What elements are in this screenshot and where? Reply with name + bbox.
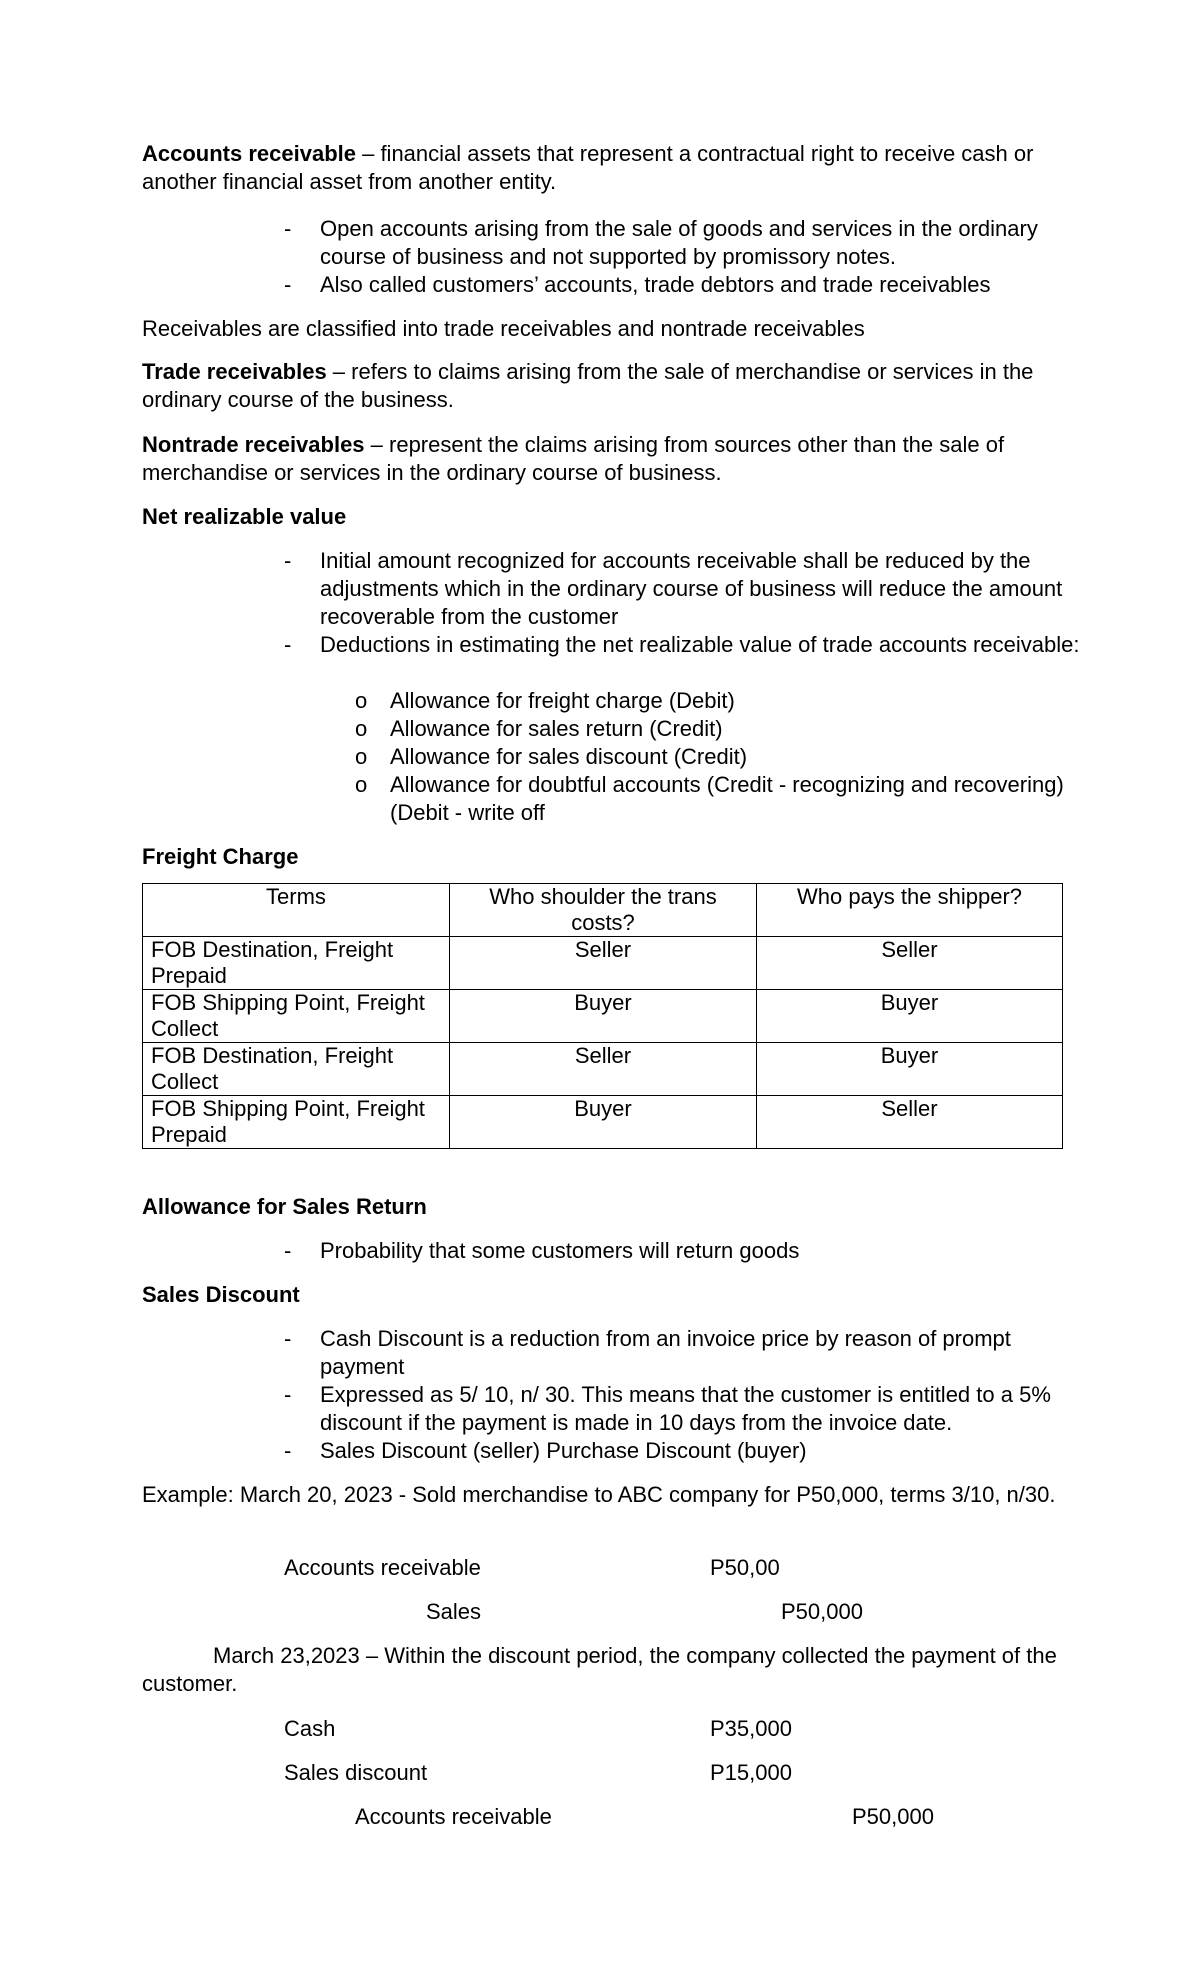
- table-cell: FOB Destination, Freight Prepaid: [143, 937, 450, 990]
- journal-credit-account: Accounts receivable: [355, 1804, 552, 1829]
- journal-debit-account: Cash: [284, 1716, 336, 1741]
- ar-term: Accounts receivable: [142, 141, 356, 166]
- table-cell: Buyer: [450, 990, 757, 1043]
- bullet-dash: -: [284, 632, 292, 657]
- table-row: [143, 990, 1063, 1043]
- table-cell: Buyer: [757, 1043, 1063, 1096]
- circle-bullet-icon: o: [355, 772, 368, 797]
- ar-definition: [142, 140, 1072, 196]
- bullet-dash: -: [284, 1382, 292, 1407]
- journal-debit-account: Accounts receivable: [284, 1555, 481, 1580]
- nrv-sub-bullet-2: Allowance for sales return (Credit): [390, 716, 723, 741]
- table-row: [143, 937, 1063, 990]
- bullet-dash: -: [284, 216, 292, 241]
- nrv-sub-bullet-3: Allowance for sales discount (Credit): [390, 744, 748, 769]
- bullet-dash: -: [284, 1238, 292, 1263]
- classified-text: Receivables are classified into trade receivables and nontrade receivables: [142, 316, 865, 341]
- nontrade-term: Nontrade receivables: [142, 432, 365, 457]
- table-cell: Seller: [450, 937, 757, 990]
- bullet-dash: -: [284, 1326, 292, 1351]
- collection-text: March 23,2023 – Within the discount period, the company collected the payment of the customer.: [142, 1643, 1057, 1696]
- bullet-dash: -: [284, 1438, 292, 1463]
- sales-discount-bullet-3: Sales Discount (seller) Purchase Discount (buyer): [320, 1438, 807, 1463]
- table-cell: Buyer: [757, 990, 1063, 1043]
- table-cell: Seller: [757, 1096, 1063, 1149]
- trade-term: Trade receivables: [142, 359, 327, 384]
- nontrade-def: – represent the claims arising from sources other than the sale of merchandise or services in the ordinary course of business.: [142, 432, 1005, 485]
- nontrade-definition: [142, 431, 1072, 487]
- trade-definition: [142, 358, 1072, 414]
- bullet-dash: -: [284, 548, 292, 573]
- example-text: Example: March 20, 2023 - Sold merchandise to ABC company for P50,000, terms 3/10, n/30.: [142, 1482, 1056, 1507]
- sales-discount-bullet-2: Expressed as 5/ 10, n/ 30. This means that the customer is entitled to a 5% discount if the payment is made in 10 days from the invoice date.: [320, 1382, 1051, 1435]
- table-header-row: [143, 884, 1063, 937]
- journal-credit-account: Sales: [426, 1599, 482, 1624]
- freight-heading: Freight Charge: [142, 844, 299, 869]
- sales-return-heading: Allowance for Sales Return: [142, 1194, 427, 1219]
- ar-bullet-1: Open accounts arising from the sale of goods and services in the ordinary course of business and not supported by promissory notes.: [320, 216, 1038, 269]
- circle-bullet-icon: o: [355, 688, 368, 713]
- circle-bullet-icon: o: [355, 744, 368, 769]
- ar-bullet-2: Also called customers’ accounts, trade debtors and trade receivables: [320, 272, 991, 297]
- journal-debit-amount: P15,000: [710, 1760, 792, 1785]
- table-cell: Seller: [757, 937, 1063, 990]
- table-header-cell: Terms: [143, 884, 450, 937]
- nrv-bullet-2: Deductions in estimating the net realizable value of trade accounts receivable:: [320, 632, 1080, 657]
- table-row: [143, 1096, 1063, 1149]
- table-header-cell: Who shoulder the trans costs?: [450, 884, 757, 937]
- journal-credit-amount: P50,000: [852, 1804, 934, 1829]
- nrv-heading: Net realizable value: [142, 504, 347, 529]
- sales-discount-heading: Sales Discount: [142, 1282, 300, 1307]
- freight-table: [142, 883, 1063, 1149]
- journal-debit-account: Sales discount: [284, 1760, 428, 1785]
- table-cell: FOB Destination, Freight Collect: [143, 1043, 450, 1096]
- sales-discount-bullet-1: Cash Discount is a reduction from an invoice price by reason of prompt payment: [320, 1326, 1011, 1379]
- table-cell: FOB Shipping Point, Freight Collect: [143, 990, 450, 1043]
- nrv-sub-bullet-4: Allowance for doubtful accounts (Credit - recognizing and recovering) (Debit - write off: [390, 772, 1064, 825]
- table-cell: Seller: [450, 1043, 757, 1096]
- ar-def: – financial assets that represent a contractual right to receive cash or another financial asset from another entity.: [142, 141, 1034, 194]
- trade-def: – refers to claims arising from the sale of merchandise or services in the ordinary course of the business.: [142, 359, 1034, 412]
- table-cell: Buyer: [450, 1096, 757, 1149]
- nrv-bullet-1: Initial amount recognized for accounts receivable shall be reduced by the adjustments which in the ordinary course of business will reduce the amount recoverable from the customer: [320, 548, 1063, 629]
- table-cell: FOB Shipping Point, Freight Prepaid: [143, 1096, 450, 1149]
- table-row: [143, 1043, 1063, 1096]
- journal-debit-amount: P35,000: [710, 1716, 792, 1741]
- journal-credit-amount: P50,000: [781, 1599, 863, 1624]
- bullet-dash: -: [284, 272, 292, 297]
- sales-return-bullet-1: Probability that some customers will return goods: [320, 1238, 800, 1263]
- journal-debit-amount: P50,00: [710, 1555, 780, 1580]
- table-header-cell: Who pays the shipper?: [757, 884, 1063, 937]
- circle-bullet-icon: o: [355, 716, 368, 741]
- nrv-sub-bullet-1: Allowance for freight charge (Debit): [390, 688, 735, 713]
